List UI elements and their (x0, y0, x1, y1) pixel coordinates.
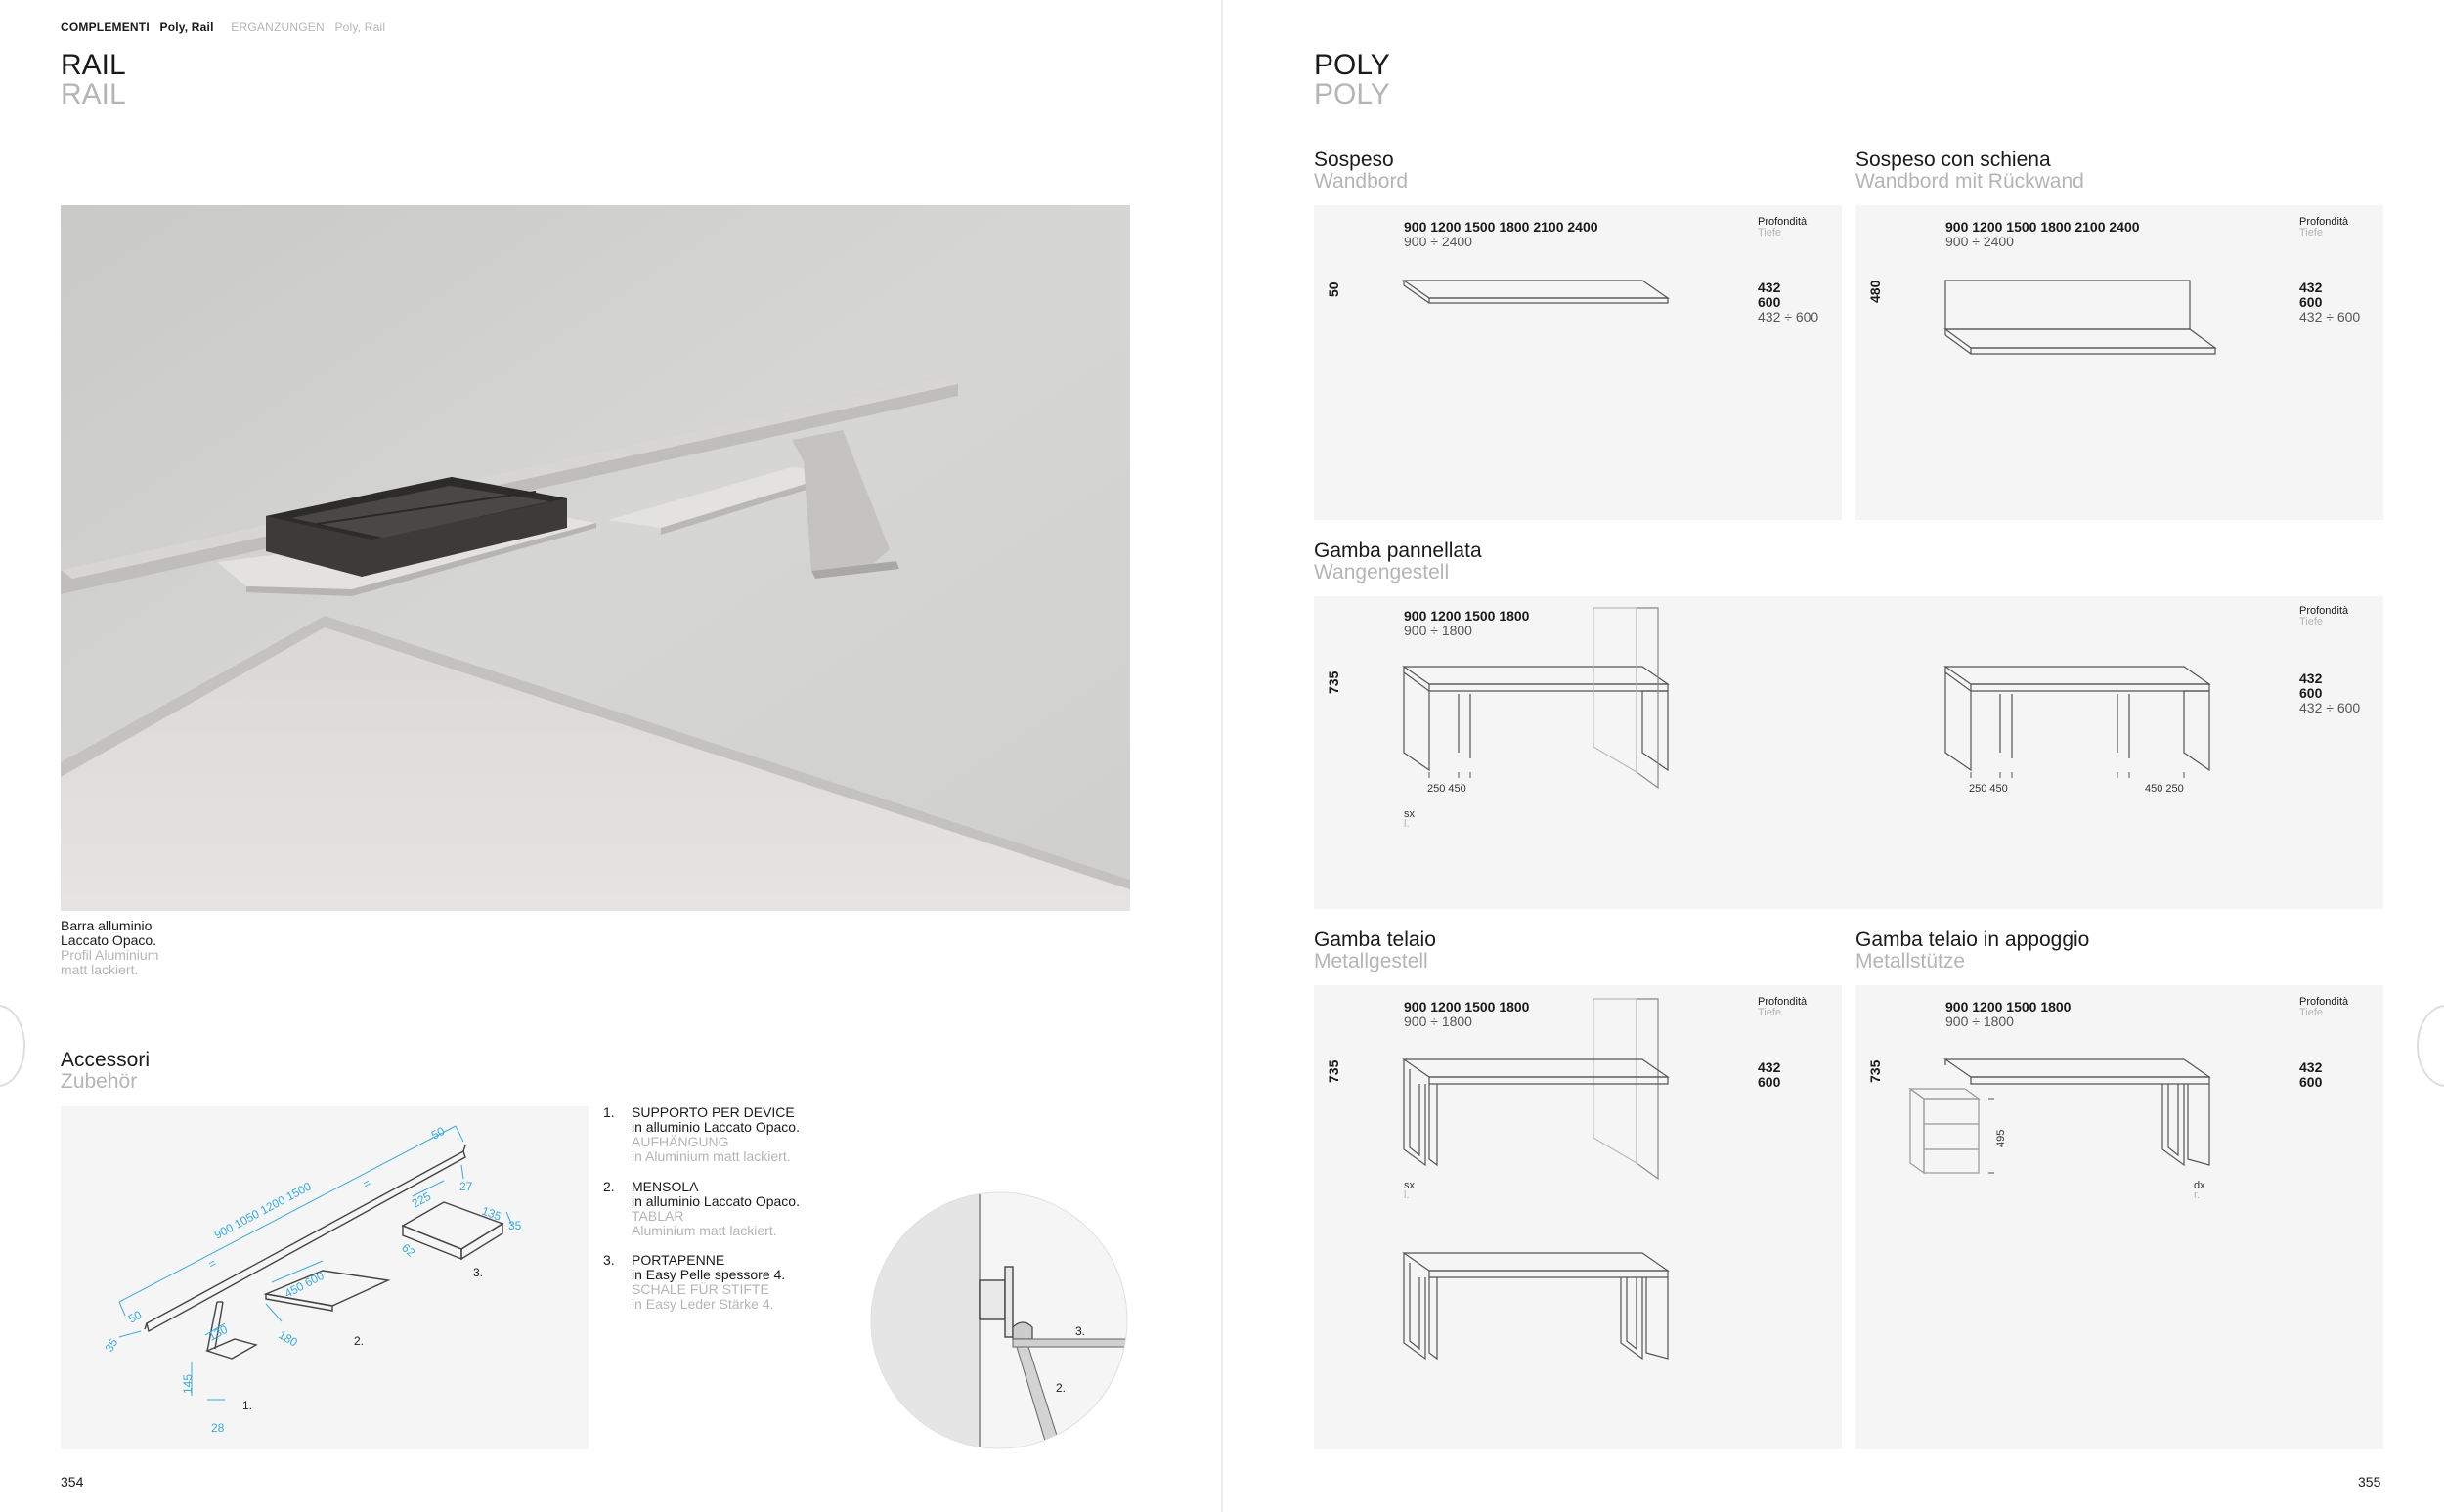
gamba-pannellata-dim-mid: 250 450 (1969, 783, 2008, 795)
dim-145: 145 (181, 1373, 195, 1394)
diagram-label-1: 1. (242, 1399, 253, 1412)
sospeso-panel (1314, 205, 1842, 520)
sospeso-drawing (1314, 205, 1842, 520)
page-number-left: 354 (61, 1474, 84, 1490)
dim-450-600: 450 600 (282, 1268, 327, 1301)
breadcrumb-product-de: Poly, Rail (334, 21, 386, 34)
gamba-telaio-appoggio-drawing (1855, 985, 2383, 1449)
gamba-telaio-appoggio-side: dx (2194, 1180, 2205, 1191)
gamba-pannellata-title-de: Wangengestell (1314, 561, 1450, 583)
breadcrumb-product: Poly, Rail (159, 21, 214, 34)
dim-62: 62 (399, 1240, 418, 1260)
right-page-title-de: POLY (1314, 78, 1390, 110)
gamba-pannellata-drawing (1314, 596, 2383, 909)
detail-label-2: 2. (1056, 1381, 1067, 1395)
gamba-pannellata-dim-right: 450 250 (2145, 783, 2184, 795)
gamba-telaio-range: 900 ÷ 1800 (1404, 1014, 1472, 1029)
accessory-2-desc-de: Aluminium matt lackiert. (632, 1223, 777, 1238)
accessory-2-desc: in alluminio Laccato Opaco. (632, 1193, 800, 1209)
dim-225: 225 (409, 1188, 434, 1211)
gamba-telaio-height: 735 (1326, 1059, 1341, 1083)
gamba-telaio-widths: 900 1200 1500 1800 (1404, 999, 1530, 1015)
gamba-telaio-panel (1314, 985, 1842, 1449)
gamba-pannellata-depth-label: Profondità Tiefe (2299, 605, 2349, 627)
accessory-2-name-de: TABLAR (632, 1208, 684, 1224)
gamba-pannellata-panel (1314, 596, 2383, 909)
sospeso-schiena-title: Sospeso con schiena (1855, 149, 2051, 171)
diagram-label-2: 2. (354, 1334, 365, 1348)
dim-180: 180 (276, 1327, 300, 1350)
dim-rail-50: 50 (428, 1124, 448, 1143)
dim-28: 28 (211, 1421, 225, 1435)
accessory-1-desc-de: in Aluminium matt lackiert. (632, 1148, 791, 1164)
gamba-telaio-side-de: l. (1404, 1189, 1410, 1201)
dim-27: 27 (459, 1180, 473, 1193)
rail-section-detail (870, 1190, 1134, 1450)
sospeso-schiena-depth-label: Profondità Tiefe (2299, 216, 2349, 238)
sospeso-title: Sospeso (1314, 149, 1394, 171)
page-title-de: RAIL (61, 78, 126, 110)
sospeso-schiena-drawing (1855, 205, 2383, 520)
dim-135: 135 (479, 1203, 503, 1224)
breadcrumb-section-de: ERGÄNZUNGEN (231, 21, 325, 34)
gamba-telaio-appoggio-depth-label: Profondità Tiefe (2299, 996, 2349, 1018)
dim-35-tray: 35 (508, 1219, 522, 1232)
gamba-telaio-appoggio-panel (1855, 985, 2383, 1449)
photo-caption (61, 919, 158, 977)
accessory-2-name: MENSOLA (632, 1179, 699, 1194)
sospeso-schiena-depths: 432 600 432 ÷ 600 (2299, 280, 2361, 324)
accessories-diagram (61, 1106, 589, 1449)
sospeso-schiena-height: 480 (1867, 280, 1883, 303)
sospeso-title-de: Wandbord (1314, 170, 1409, 193)
accessory-3-desc: in Easy Pelle spessore 4. (632, 1267, 786, 1282)
caption-line-2: Laccato Opaco. (61, 932, 157, 948)
breadcrumb-section: COMPLEMENTI (61, 21, 150, 34)
accessories-title: Accessori (61, 1049, 151, 1071)
accessory-1-desc: in alluminio Laccato Opaco. (632, 1119, 800, 1135)
accessory-3-desc-de: in Easy Leder Stärke 4. (632, 1296, 774, 1312)
sospeso-schiena-range: 900 ÷ 2400 (1945, 234, 2014, 249)
gamba-telaio-appoggio-title: Gamba telaio in appoggio (1855, 929, 2090, 951)
gamba-telaio-appoggio-depths: 432 600 (2299, 1059, 2323, 1090)
right-page-tab (2417, 1005, 2444, 1087)
sospeso-schiena-widths: 900 1200 1500 1800 2100 2400 (1945, 219, 2140, 235)
left-page-tab (0, 1005, 25, 1087)
gamba-pannellata-range: 900 ÷ 1800 (1404, 623, 1472, 638)
gamba-telaio-appoggio-height: 735 (1867, 1059, 1883, 1083)
dim-50-rail: 50 (125, 1308, 145, 1326)
sospeso-depth-label: Profondità Tiefe (1758, 216, 1808, 238)
gamba-telaio-appoggio-side-de: r. (2194, 1189, 2201, 1201)
dim-130: 130 (205, 1321, 231, 1344)
gamba-pannellata-dim-left: 250 450 (1427, 783, 1466, 795)
caption-line-3-de: Profil Aluminium (61, 947, 159, 963)
sospeso-height: 50 (1326, 281, 1341, 297)
gamba-telaio-appoggio-cabinet-height: 495 (1995, 1129, 2007, 1147)
sospeso-schiena-title-de: Wandbord mit Rückwand (1855, 170, 2084, 193)
gamba-telaio-appoggio-widths: 900 1200 1500 1800 (1945, 999, 2072, 1015)
gamba-pannellata-height: 735 (1326, 670, 1341, 694)
gamba-telaio-side: sx (1404, 1180, 1415, 1191)
gamba-telaio-depths: 432 600 (1758, 1059, 1781, 1090)
accessories-title-de: Zubehör (61, 1070, 138, 1093)
right-page-title: POLY (1314, 49, 1390, 81)
dim-rail-lengths: 900 1050 1200 1500 (211, 1179, 314, 1242)
dim-equal-1: = (205, 1255, 219, 1272)
gamba-telaio-drawing (1314, 985, 1842, 1449)
diagram-label-3: 3. (473, 1266, 484, 1279)
accessory-1-name: SUPPORTO PER DEVICE (632, 1104, 795, 1120)
accessory-1-name-de: AUFHÄNGUNG (632, 1134, 729, 1149)
rail-product-photo (61, 205, 1130, 911)
caption-line-4-de: matt lackiert. (61, 962, 139, 977)
sospeso-range: 900 ÷ 2400 (1404, 234, 1472, 249)
sospeso-depths: 432 600 432 ÷ 600 (1758, 280, 1819, 324)
gamba-telaio-title: Gamba telaio (1314, 929, 1436, 951)
breadcrumb (61, 21, 385, 34)
gamba-pannellata-side: sx (1404, 808, 1415, 820)
dim-equal-2: = (360, 1175, 373, 1191)
gamba-telaio-title-de: Metallgestell (1314, 950, 1428, 972)
detail-label-3: 3. (1075, 1324, 1086, 1338)
gamba-pannellata-widths: 900 1200 1500 1800 (1404, 608, 1530, 624)
sospeso-schiena-panel (1855, 205, 2383, 520)
accessory-3-name: PORTAPENNE (632, 1252, 725, 1268)
gamba-pannellata-depths: 432 600 432 ÷ 600 (2299, 670, 2361, 715)
gamba-telaio-appoggio-title-de: Metallstütze (1855, 950, 1966, 972)
gamba-pannellata-side-de: l. (1404, 818, 1410, 830)
page-title: RAIL (61, 49, 126, 81)
caption-line-1: Barra alluminio (61, 918, 153, 933)
page-number-right: 355 (2358, 1474, 2381, 1490)
page-spine (1221, 0, 1223, 1512)
gamba-pannellata-title: Gamba pannellata (1314, 540, 1482, 562)
dim-35-rail: 35 (102, 1335, 121, 1355)
accessory-3-name-de: SCHALE FÜR STIFTE (632, 1281, 769, 1297)
gamba-telaio-appoggio-range: 900 ÷ 1800 (1945, 1014, 2014, 1029)
gamba-telaio-depth-label: Profondità Tiefe (1758, 996, 1808, 1018)
sospeso-widths: 900 1200 1500 1800 2100 2400 (1404, 219, 1598, 235)
